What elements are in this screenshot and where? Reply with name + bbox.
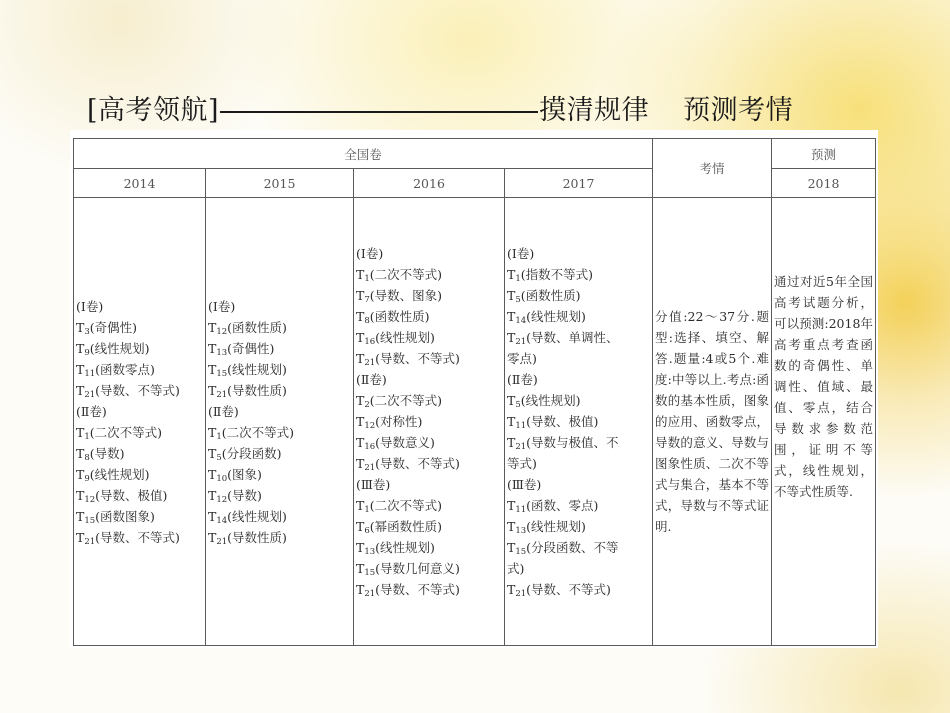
topic-letter: T (76, 445, 85, 461)
topic-description: (导数与极值、不 (526, 435, 619, 450)
topic-line (356, 537, 502, 558)
topic-question-number: 12 (216, 494, 228, 505)
topic-description: (线性规划) (89, 466, 150, 482)
topic-line (507, 495, 650, 516)
topic-question-number: 15 (84, 515, 96, 526)
topic-description: (幂函数性质) (369, 519, 443, 534)
topic-description: (线性规划) (526, 519, 586, 534)
topic-letter: T (356, 351, 365, 366)
topic-line (356, 369, 502, 390)
topic-letter: T (507, 498, 516, 513)
topic-question-number: 13 (364, 547, 376, 557)
topic-line (208, 296, 351, 317)
topic-line (356, 474, 502, 495)
topic-line (507, 411, 650, 432)
year-header-2014: 2014 (74, 169, 206, 198)
topic-description: (线性规划) (375, 540, 435, 555)
topic-description: (奇偶性) (227, 340, 275, 356)
topic-question-number: 5 (515, 295, 521, 305)
yuce-text: 通过对近5年全国高考试题分析，可以预测:2018年高考重点考查函数的奇偶性、单调性、值域、最值、零点，结合导数求参数范围，证明不等式，线性规划，不等式性质等. (774, 274, 874, 499)
topic-letter: T (356, 435, 365, 450)
topic-question-number: 1 (364, 505, 370, 515)
topic-line (356, 264, 502, 285)
topic-letter: T (356, 498, 365, 513)
topic-letter: T (507, 435, 516, 450)
topics-2017-cell (505, 198, 653, 646)
topic-description: (Ⅲ卷) (356, 477, 391, 492)
topic-letter: T (208, 340, 217, 356)
topic-line (208, 401, 351, 422)
topic-description: (导数) (227, 487, 262, 503)
topic-description: (图象) (227, 466, 262, 482)
topic-line (208, 527, 351, 548)
topic-description: (线性规划) (89, 340, 150, 356)
topic-description: (导数几何意义) (375, 561, 460, 576)
topic-letter: T (76, 382, 85, 398)
topic-question-number: 14 (216, 515, 228, 526)
topic-description: (函数性质) (520, 288, 581, 303)
topic-description: (Ⅱ卷) (208, 403, 239, 419)
topic-letter: T (356, 519, 365, 534)
topic-line (76, 464, 203, 485)
topic-line (76, 401, 203, 422)
exam-analysis-table (73, 138, 876, 646)
topic-question-number: 1 (84, 431, 90, 442)
topic-letter: T (507, 414, 516, 429)
topic-question-number: 21 (216, 389, 228, 400)
topic-description: (导数、不等式) (375, 351, 460, 366)
topic-letter: T (76, 529, 85, 545)
topic-line (507, 579, 650, 600)
topic-line (507, 516, 650, 537)
topic-description: (导数) (89, 445, 125, 461)
topic-line (76, 506, 203, 527)
topic-line (208, 317, 351, 338)
topic-description: (二次不等式) (221, 424, 295, 440)
topic-question-number: 11 (515, 421, 527, 431)
topic-description: (函数图象) (95, 508, 155, 524)
topic-line (208, 485, 351, 506)
topic-question-number: 12 (364, 421, 376, 431)
topic-letter: T (507, 540, 516, 555)
topic-description: (导数、不等式) (526, 582, 611, 597)
topic-letter: T (356, 309, 365, 324)
topics-2015-cell (206, 198, 354, 646)
topic-line (356, 243, 502, 264)
topic-line (208, 464, 351, 485)
topic-question-number: 5 (515, 400, 521, 410)
topic-question-number: 21 (515, 589, 527, 599)
topic-line (507, 432, 650, 453)
topic-letter: T (208, 529, 217, 545)
table-sheet (70, 130, 878, 648)
topic-line (76, 527, 203, 548)
topic-line (507, 453, 650, 474)
topic-description: (分段函数、不等 (526, 540, 619, 555)
topic-description: (奇偶性) (89, 319, 138, 335)
topic-question-number: 16 (364, 442, 376, 452)
topic-description: (Ⅰ卷) (507, 246, 535, 261)
topic-question-number: 21 (364, 589, 376, 599)
topic-letter: T (356, 288, 365, 303)
topic-line (507, 327, 650, 348)
heading-subtitle-2: 预测考情 (683, 95, 794, 126)
topic-letter: T (208, 319, 217, 335)
topic-letter: T (208, 466, 217, 482)
topic-line (76, 338, 203, 359)
topic-line (356, 432, 502, 453)
year-header-2017: 2017 (505, 169, 653, 198)
topics-2014-cell (74, 198, 206, 646)
heading-rule (220, 111, 538, 113)
topic-letter: T (356, 561, 365, 576)
topic-letter: T (208, 445, 217, 461)
topic-description: 零点) (507, 351, 537, 366)
topic-letter: T (76, 466, 85, 482)
topic-description: (线性规划) (375, 330, 435, 345)
topic-line (208, 359, 351, 380)
topic-letter: T (356, 540, 365, 555)
topic-line (76, 359, 203, 380)
topic-line (507, 348, 650, 369)
topic-description: (线性规划) (227, 361, 287, 377)
topic-letter: T (507, 519, 516, 534)
topic-letter: T (76, 487, 85, 503)
topic-question-number: 16 (364, 337, 376, 347)
topic-question-number: 13 (216, 347, 228, 358)
topic-letter: T (356, 267, 365, 282)
topic-line (356, 285, 502, 306)
topic-question-number: 8 (84, 452, 90, 463)
topic-letter: T (208, 382, 217, 398)
heading-subtitle-1: 摸清规律 (539, 95, 650, 126)
topic-line (356, 516, 502, 537)
topic-line (356, 306, 502, 327)
topic-line (76, 296, 203, 317)
topic-line (208, 443, 351, 464)
topic-question-number: 21 (84, 389, 96, 400)
topic-line (208, 422, 351, 443)
topic-description: (Ⅰ卷) (208, 298, 236, 314)
topic-description: (二次不等式) (369, 393, 443, 408)
topic-question-number: 9 (84, 347, 90, 358)
topic-description: (导数、不等式) (95, 529, 180, 545)
kaoqing-cell (653, 198, 772, 646)
topic-line (208, 380, 351, 401)
topic-line (356, 453, 502, 474)
topic-description: (函数零点) (95, 361, 155, 377)
topic-question-number: 21 (515, 337, 527, 347)
national-paper-header: 全国卷 (74, 139, 653, 169)
yuce-year-header: 2018 (772, 169, 876, 198)
topic-line (76, 422, 203, 443)
topic-question-number: 14 (515, 316, 527, 326)
topic-description: (线性规划) (520, 393, 581, 408)
topic-description: (导数、不等式) (95, 382, 180, 398)
topic-question-number: 13 (515, 526, 527, 536)
topic-question-number: 5 (216, 452, 222, 463)
topic-description: (导数意义) (375, 435, 435, 450)
topic-line (507, 306, 650, 327)
heading-bracket-title: [高考领航] (87, 95, 220, 126)
year-header-2015: 2015 (206, 169, 354, 198)
topic-line (76, 380, 203, 401)
topic-letter: T (208, 508, 217, 524)
topic-line (356, 495, 502, 516)
topic-description: (函数性质) (369, 309, 430, 324)
topic-question-number: 15 (216, 368, 228, 379)
topic-question-number: 11 (515, 505, 527, 515)
topic-description: (Ⅱ卷) (76, 403, 107, 419)
topic-description: (Ⅱ卷) (507, 372, 538, 387)
topic-letter: T (76, 508, 85, 524)
topic-question-number: 12 (84, 494, 96, 505)
topic-description: (二次不等式) (89, 424, 163, 440)
topic-line (356, 390, 502, 411)
topic-description: (分段函数) (221, 445, 282, 461)
topic-letter: T (208, 424, 217, 440)
topic-question-number: 21 (216, 536, 228, 547)
topic-letter: T (76, 424, 85, 440)
topic-line (507, 558, 650, 579)
topic-question-number: 21 (515, 442, 527, 452)
topic-question-number: 15 (364, 568, 376, 578)
topic-letter: T (76, 340, 85, 356)
topic-question-number: 9 (84, 473, 90, 484)
topic-description: (函数性质) (227, 319, 287, 335)
topic-letter: T (356, 330, 365, 345)
topic-line (356, 348, 502, 369)
topic-letter: T (356, 393, 365, 408)
topic-letter: T (507, 393, 516, 408)
topic-description: 等式) (507, 456, 537, 471)
topic-description: (二次不等式) (369, 267, 443, 282)
topic-description: (Ⅲ卷) (507, 477, 542, 492)
topic-question-number: 11 (84, 368, 96, 379)
topic-letter: T (76, 361, 85, 377)
topic-line (356, 411, 502, 432)
topic-line (356, 327, 502, 348)
topic-letter: T (76, 319, 85, 335)
topic-line (76, 485, 203, 506)
topic-description: (导数性质) (227, 529, 287, 545)
topic-question-number: 21 (84, 536, 96, 547)
topic-letter: T (208, 361, 217, 377)
topic-letter: T (507, 330, 516, 345)
topic-line (507, 474, 650, 495)
topic-description: (导数、极值) (526, 414, 599, 429)
topic-line (76, 317, 203, 338)
topic-description: (指数不等式) (520, 267, 594, 282)
topic-letter: T (507, 267, 516, 282)
topic-line (507, 390, 650, 411)
topic-question-number: 8 (364, 316, 370, 326)
topic-line (507, 243, 650, 264)
topic-line (507, 369, 650, 390)
topic-description: (Ⅱ卷) (356, 372, 387, 387)
topic-letter: T (507, 582, 516, 597)
topic-question-number: 1 (515, 274, 521, 284)
topic-description: (导数、不等式) (375, 582, 460, 597)
topic-description: (导数、极值) (95, 487, 168, 503)
kaoqing-header: 考情 (653, 139, 772, 198)
topic-description: (线性规划) (526, 309, 586, 324)
topic-question-number: 1 (216, 431, 222, 442)
topic-question-number: 7 (364, 295, 370, 305)
topic-description: (导数、不等式) (375, 456, 460, 471)
topic-description: 式) (507, 561, 525, 576)
topic-description: (线性规划) (227, 508, 287, 524)
topic-letter: T (208, 487, 217, 503)
topic-letter: T (356, 456, 365, 471)
topic-line (208, 338, 351, 359)
topics-2016-cell (354, 198, 505, 646)
topic-question-number: 21 (364, 358, 376, 368)
topic-line (76, 443, 203, 464)
topic-description: (二次不等式) (369, 498, 443, 513)
topic-line (507, 537, 650, 558)
year-header-2016: 2016 (354, 169, 505, 198)
topic-question-number: 6 (364, 526, 370, 536)
topic-description: (对称性) (375, 414, 423, 429)
topic-letter: T (356, 582, 365, 597)
topic-question-number: 1 (364, 274, 370, 284)
topic-description: (Ⅰ卷) (76, 298, 104, 314)
topic-letter: T (507, 288, 516, 303)
topic-letter: T (507, 309, 516, 324)
topic-question-number: 3 (84, 326, 90, 337)
topic-question-number: 2 (364, 400, 370, 410)
topic-description: (导数、图象) (369, 288, 443, 303)
topic-line (356, 579, 502, 600)
topic-question-number: 15 (515, 547, 527, 557)
section-heading (87, 88, 793, 127)
topic-question-number: 12 (216, 326, 228, 337)
topic-question-number: 21 (364, 463, 376, 473)
kaoqing-text: 分值:22～37分.题型:选择、填空、解答.题量:4或5个.难度:中等以上.考点:函数的基本性质，图象的应用、函数零点，导数的意义、导数与图象性质、二次不等式与集合，基本不等式，导数与不等式证明. (655, 309, 770, 534)
topic-line (507, 285, 650, 306)
topic-letter: T (356, 414, 365, 429)
topic-line (208, 506, 351, 527)
yuce-header: 预测 (772, 139, 876, 169)
topic-description: (函数、零点) (526, 498, 599, 513)
yuce-cell (772, 198, 876, 646)
topic-line (356, 558, 502, 579)
topic-description: (导数、单调性、 (526, 330, 619, 345)
topic-line (507, 264, 650, 285)
topic-description: (Ⅰ卷) (356, 246, 384, 261)
topic-description: (导数性质) (227, 382, 287, 398)
topic-question-number: 10 (216, 473, 228, 484)
